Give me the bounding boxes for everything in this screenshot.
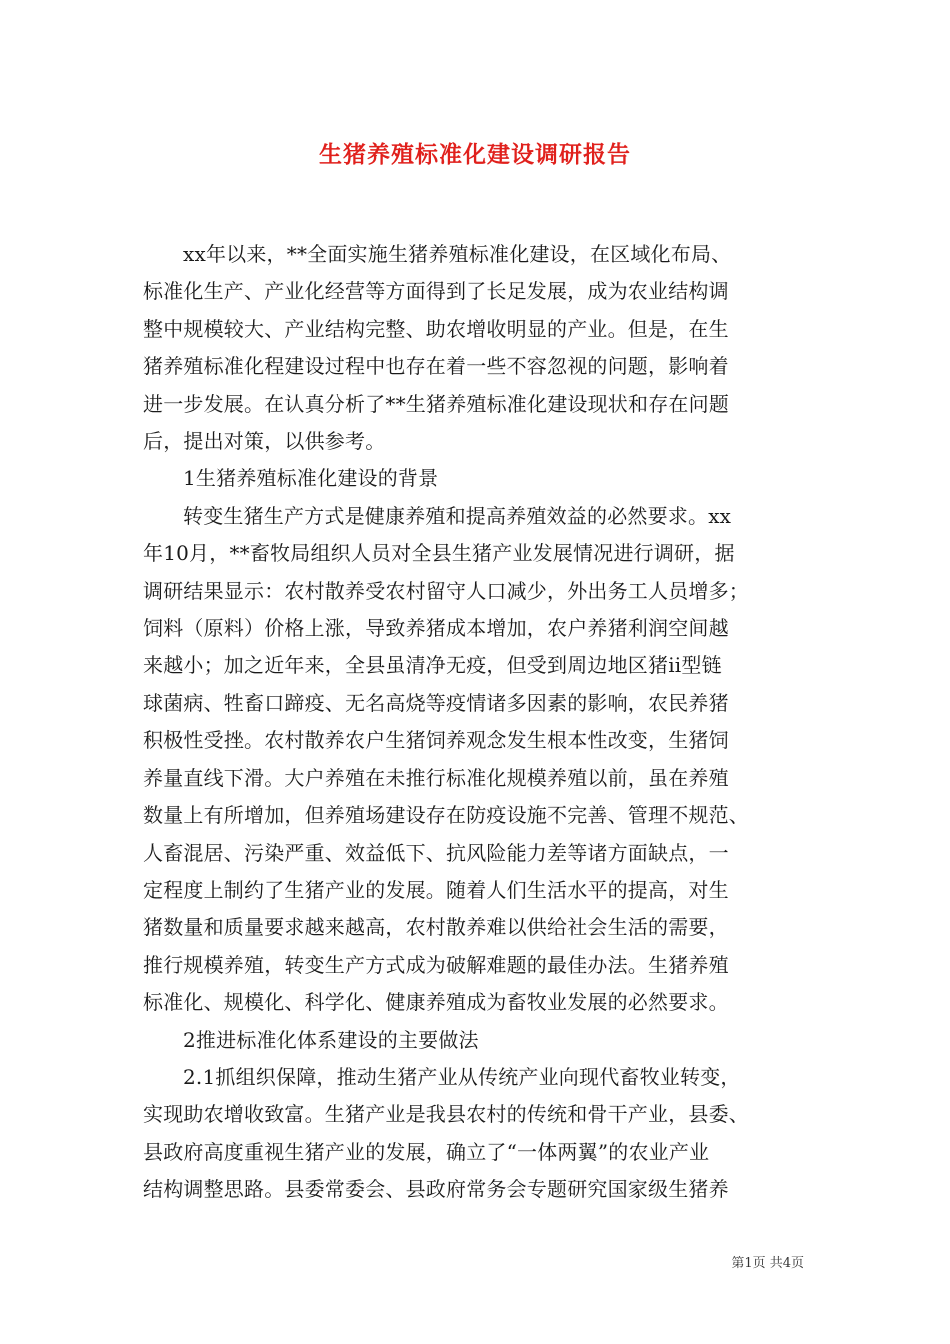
text-line: 实现助农增收致富。生猪产业是我县农村的传统和骨干产业，县委、 xyxy=(143,1102,749,1127)
section-heading-2 xyxy=(143,1022,813,1059)
document-body xyxy=(143,236,813,1209)
text-line: 后，提出对策，以供参考。 xyxy=(143,429,386,454)
text-line: 养量直线下滑。大户养殖在未推行标准化规模养殖以前，虽在养殖 xyxy=(143,765,729,790)
text-line: 猪数量和质量要求越来越高，农村散养难以供给社会生活的需要， xyxy=(143,915,729,940)
page-title: 生猪养殖标准化建设调研报告 xyxy=(319,141,631,168)
text-line: 球菌病、牲畜口蹄疫、无名高烧等疫情诸多因素的影响，农民养猪 xyxy=(143,690,729,715)
heading-text: 1生猪养殖标准化建设的背景 xyxy=(183,466,439,491)
paragraph-intro xyxy=(143,236,813,460)
text-line: 来越小；加之近年来，全县虽清净无疫，但受到周边地区猪ii型链 xyxy=(143,653,722,678)
text-line: 2.1抓组织保障，推动生猪产业从传统产业向现代畜牧业转变， xyxy=(183,1064,741,1089)
text-line: 标准化、规模化、科学化、健康养殖成为畜牧业发展的必然要求。 xyxy=(143,990,729,1015)
section-heading-1 xyxy=(143,460,813,497)
text-line: xx年以来，**全面实施生猪养殖标准化建设，在区域化布局、 xyxy=(183,242,732,266)
paragraph-background xyxy=(143,498,813,1022)
text-line: 转变生猪生产方式是健康养殖和提高养殖效益的必然要求。xx xyxy=(183,503,732,528)
text-line: 饲料（原料）价格上涨，导致养猪成本增加，农户养猪利润空间越 xyxy=(143,616,729,641)
heading-text: 2推进标准化体系建设的主要做法 xyxy=(183,1027,479,1052)
text-line: 标准化生产、产业化经营等方面得到了长足发展，成为农业结构调 xyxy=(143,279,729,304)
text-line: 数量上有所增加，但养殖场建设存在防疫设施不完善、管理不规范、 xyxy=(143,803,749,828)
text-line: 进一步发展。在认真分析了**生猪养殖标准化建设现状和存在问题 xyxy=(143,391,729,416)
text-line: 年10月，**畜牧局组织人员对全县生猪产业发展情况进行调研，据 xyxy=(143,541,735,566)
text-line: 定程度上制约了生猪产业的发展。随着人们生活水平的提高，对生 xyxy=(143,877,729,902)
text-line: 县政府高度重视生猪产业的发展，确立了“一体两翼”的农业产业 xyxy=(143,1139,710,1164)
text-line: 人畜混居、污染严重、效益低下、抗风险能力差等诸方面缺点，一 xyxy=(143,840,729,865)
paragraph-section-2-1 xyxy=(143,1059,813,1209)
text-line: 推行规模养殖，转变生产方式成为破解难题的最佳办法。生猪养殖 xyxy=(143,952,729,977)
text-line: 整中规模较大、产业结构完整、助农增收明显的产业。但是，在生 xyxy=(143,316,729,341)
text-line: 结构调整思路。县委常委会、县政府常务会专题研究国家级生猪养 xyxy=(143,1177,729,1202)
text-line: 调研结果显示：农村散养受农村留守人口减少，外出务工人员增多； xyxy=(143,578,749,603)
text-line: 积极性受挫。农村散养农户生猪饲养观念发生根本性改变，生猪饲 xyxy=(143,728,729,753)
page-number-footer: 第1页 共4页 xyxy=(731,1256,804,1271)
text-line: 猪养殖标准化程建设过程中也存在着一些不容忽视的问题，影响着 xyxy=(143,354,729,379)
